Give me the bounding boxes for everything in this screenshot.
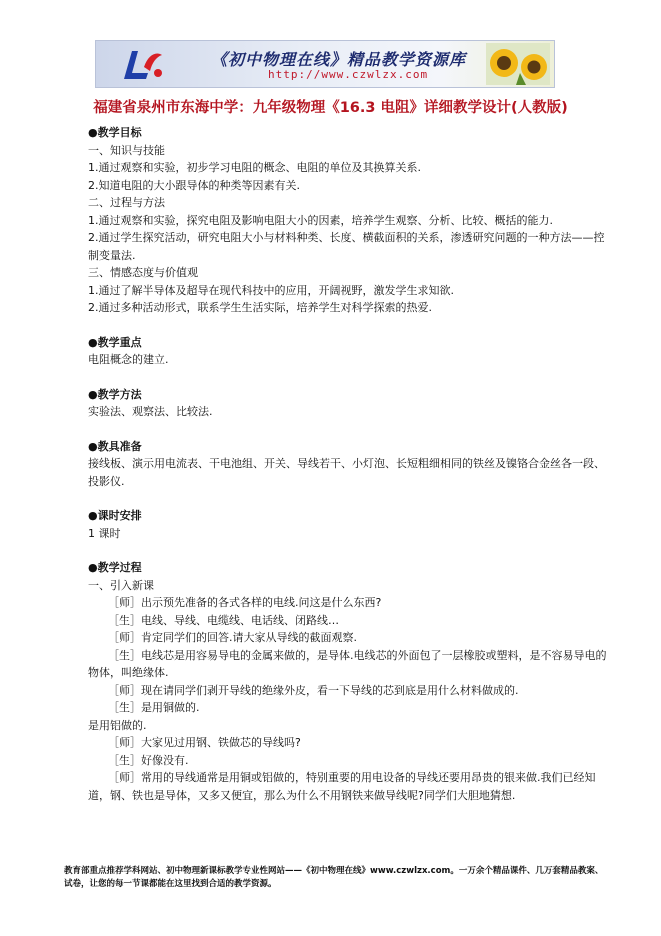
page-footer: 教育部重点推荐学科网站、初中物理新课标教学专业性网站——《初中物理在线》www.czwlzx.com。一万余个精品课件、几万套精品教案、试卷，让您的每一节课都能在这里找到合适的教学资源。: [64, 866, 604, 889]
process-line: 是用铝做的.: [88, 718, 147, 732]
header-banner: [95, 40, 555, 88]
process-line: ［师］大家见过用钢、铁做芯的导线吗?: [108, 736, 301, 749]
site-logo-icon: [118, 45, 166, 83]
goals-line: 2.通过多种活动形式，联系学生生活实际，培养学生对科学探索的热爱.: [88, 301, 432, 314]
process-line: ［生］电线、导线、电缆线、电话线、闭路线…: [108, 613, 339, 627]
banner-title: 《初中物理在线》精品教学资源库: [211, 50, 467, 69]
goals-line: 三、情感态度与价值观: [88, 266, 198, 279]
document-body: [88, 124, 608, 804]
section-heading-key-points: ●教学重点: [88, 335, 142, 349]
goals-line: 1.通过观察和实验，初步学习电阻的概念、电阻的单位及其换算关系.: [88, 161, 421, 174]
goals-line: 2.知道电阻的大小跟导体的种类等因素有关.: [88, 178, 300, 192]
section-heading-goals: ●教学目标: [88, 126, 142, 139]
key-points-text: 电阻概念的建立.: [88, 353, 169, 366]
goals-line: 2.通过学生探究活动，研究电阻大小与材料种类、长度、横截面积的关系，渗透研究问题的一种方法——控制变量法.: [88, 231, 605, 262]
goals-line: 1.通过了解半导体及超导在现代科技中的应用，开阔视野，激发学生求知欲.: [88, 283, 454, 297]
process-line: 一、引入新课: [88, 578, 154, 592]
section-heading-tools: ●教具准备: [88, 439, 142, 453]
methods-text: 实验法、观察法、比较法.: [88, 405, 213, 418]
schedule-text: 1 课时: [88, 526, 121, 540]
goals-line: 1.通过观察和实验，探究电阻及影响电阻大小的因素，培养学生观察、分析、比较、概括的能力.: [88, 213, 553, 227]
goals-line: 一、知识与技能: [88, 143, 165, 157]
tools-text: 接线板、演示用电流表、干电池组、开关、导线若干、小灯泡、长短粗细相同的铁丝及镍铬合金丝各一段、投影仪.: [88, 457, 605, 488]
document-title: 福建省泉州市东海中学：九年级物理《16.3 电阻》详细教学设计(人教版): [93, 100, 568, 116]
process-line: ［生］是用铜做的.: [108, 701, 200, 714]
process-line: ［师］现在请同学们剥开导线的绝缘外皮，看一下导线的芯到底是用什么材料做成的.: [108, 683, 519, 697]
process-line: ［生］电线芯是用容易导电的金属来做的，是导体.电线芯的外面包了一层橡胶或塑料，是不容易导电的物体，叫绝缘体.: [88, 648, 607, 679]
banner-url[interactable]: http://www.czwlzx.com: [268, 68, 429, 81]
sunflower-image: [486, 43, 550, 85]
goals-line: 二、过程与方法: [88, 196, 165, 209]
process-line: ［生］好像没有.: [108, 753, 189, 767]
section-heading-process: ●教学过程: [88, 561, 142, 574]
process-line: ［师］常用的导线通常是用铜或铝做的，特别重要的用电设备的导线还要用昂贵的银来做.我们已经知道，钢、铁也是导体，又多又便宜，那么为什么不用钢铁来做导线呢?同学们大胆地猜想.: [88, 771, 596, 802]
process-line: ［师］出示预先准备的各式各样的电线.问这是什么东西?: [108, 596, 382, 609]
process-line: ［师］肯定同学们的回答.请大家从导线的截面观察.: [108, 631, 357, 644]
section-heading-schedule: ●课时安排: [88, 509, 142, 522]
section-heading-methods: ●教学方法: [88, 387, 142, 401]
